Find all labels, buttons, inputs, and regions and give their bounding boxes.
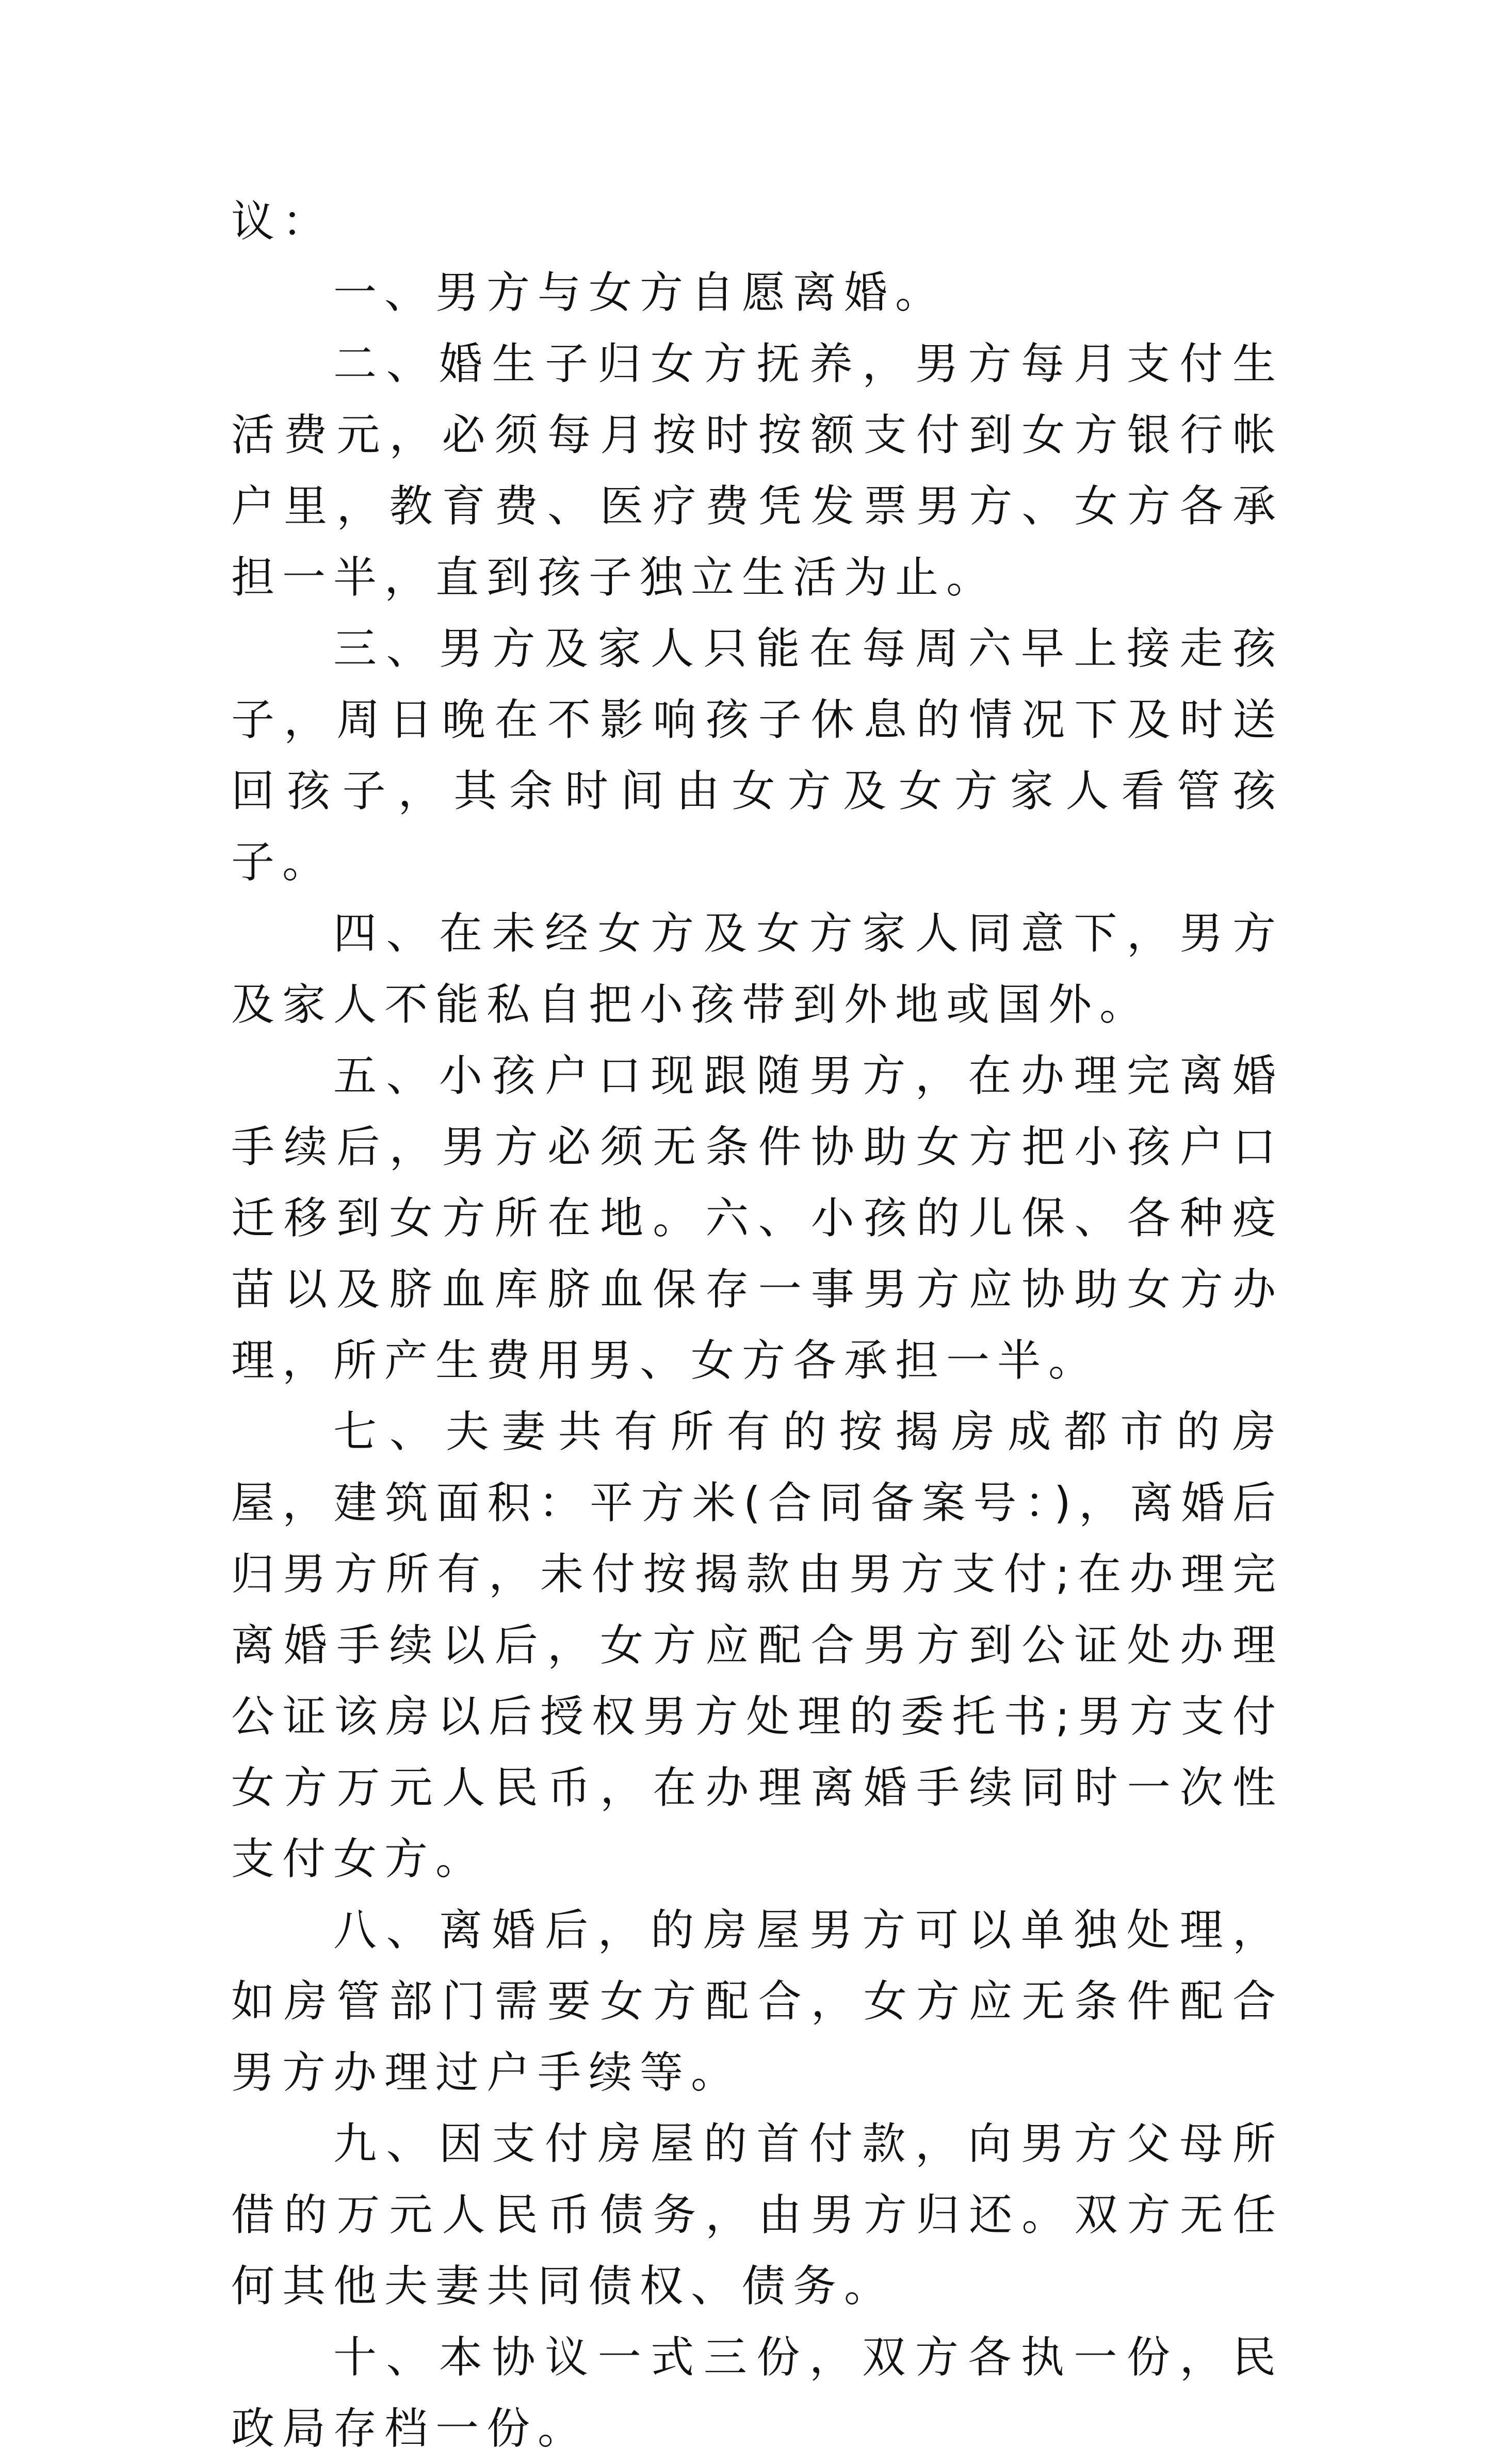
- clause-9: 九、因支付房屋的首付款，向男方父母所借的万元人民币债务，由男方归还。双方无任何其他夫妻共同债权、债务。: [231, 2118, 1284, 2311]
- clause-5-6: 五、小孩户口现跟随男方，在办理完离婚手续后，男方必须无条件协助女方把小孩户口迁移到女方所在地。六、小孩的儿保、各种疫苗以及脐血库脐血保存一事男方应协助女方办理，所产生费用男、女方各承担一半。: [231, 1050, 1284, 1386]
- clause-1: 一、男方与女方自愿离婚。: [333, 267, 947, 318]
- clause-8: 八、离婚后，的房屋男方可以单独处理，如房管部门需要女方配合，女方应无条件配合男方办理过户手续等。: [231, 1905, 1284, 2098]
- clause-4: 四、在未经女方及女方家人同意下，男方及家人不能私自把小孩带到外地或国外。: [231, 908, 1284, 1030]
- clause-7: 七、夫妻共有所有的按揭房成都市的房屋，建筑面积：平方米(合同备案号：)，离婚后归男方所有，未付按揭款由男方支付;在办理完离婚手续以后，女方应配合男方到公证处办理公证该房以后授权男方处理的委托书;男方支付女方万元人民币，在办理离婚手续同时一次性支付女方。: [231, 1406, 1284, 1884]
- clause-2: 二、婚生子归女方抚养，男方每月支付生活费元，必须每月按时按额支付到女方银行帐户里，教育费、医疗费凭发票男方、女方各承担一半，直到孩子独立生活为止。: [231, 338, 1284, 603]
- clause-10: 十、本协议一式三份，双方各执一份，民政局存档一份。: [231, 2332, 1284, 2454]
- paragraph-continuation: 议：: [231, 196, 334, 247]
- clause-3: 三、男方及家人只能在每周六早上接走孩子，周日晚在不影响孩子休息的情况下及时送回孩子，其余时间由女方及女方家人看管孩子。: [231, 623, 1284, 887]
- agreement-body: [231, 186, 1284, 2464]
